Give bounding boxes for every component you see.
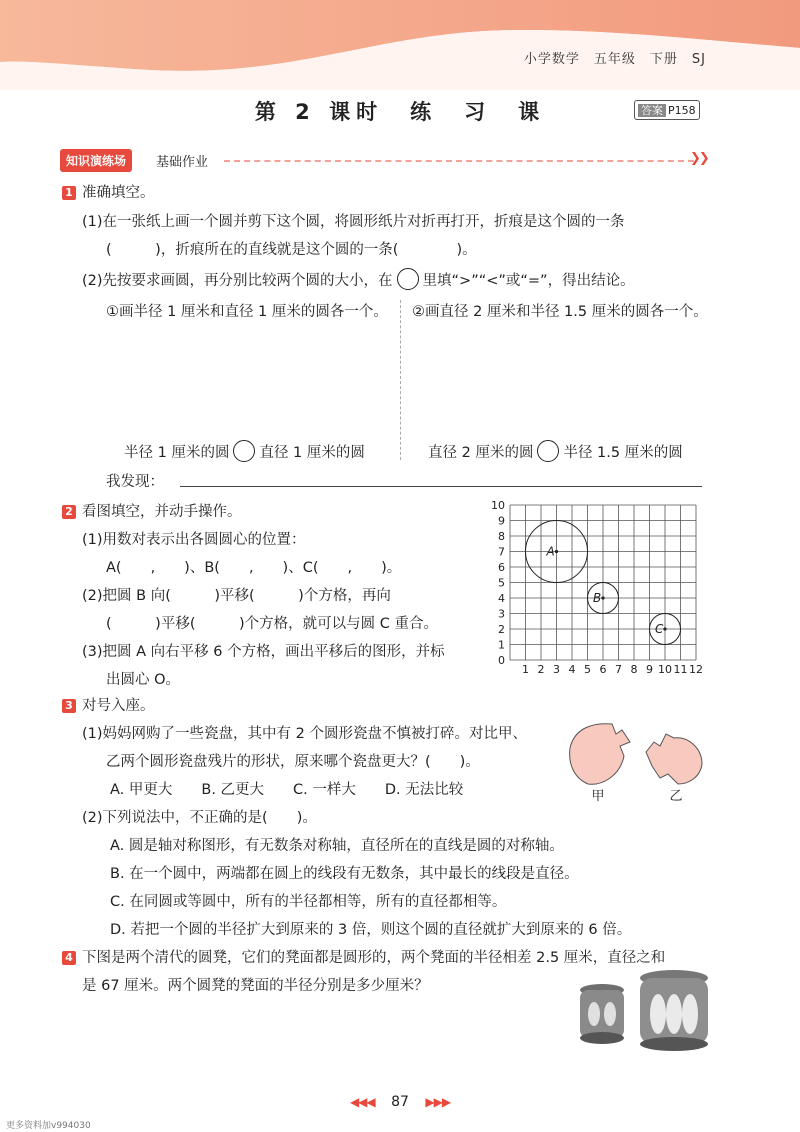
q1-left-task: ①画半径 1 厘米和直径 1 厘米的圆各一个。 <box>106 304 388 320</box>
q2-title-row <box>62 500 242 521</box>
q4-line2: 是 67 厘米。两个圆凳的凳面的半径分别是多少厘米？ <box>82 978 429 994</box>
q3-s2-d: D. 若把一个圆的半径扩大到原来的 3 倍，则这个圆的直径就扩大到原来的 6 倍。 <box>110 922 632 938</box>
x-tick-label: 3 <box>553 663 560 676</box>
q2-s3-line1: (3)把圆 A 向右平移 6 个方格，画出平移后的图形，并标 <box>82 644 445 660</box>
q1-left-compare <box>124 440 365 462</box>
answer-circle-right[interactable] <box>537 440 559 462</box>
q3-title: 对号入座。 <box>82 698 155 714</box>
center-dot-a <box>555 550 558 553</box>
x-tick-label: 2 <box>537 663 545 676</box>
q3-number: 3 <box>62 699 76 713</box>
section-dash-divider <box>224 160 694 162</box>
q1-discover-label: 我发现： <box>106 474 164 490</box>
q2-s2-line2: ( )平移( )个方格，就可以与圆 C 重合。 <box>106 616 438 632</box>
q1-vertical-divider <box>400 300 401 460</box>
shard-yi <box>646 734 702 784</box>
watermark-text: 更多资料加v994030 <box>6 1121 91 1131</box>
header-band <box>0 0 800 90</box>
x-tick-label: 12 <box>689 663 703 676</box>
q2-s1-blanks: A( , )、B( , )、C( , )。 <box>106 560 402 576</box>
q1-left-a: 半径 1 厘米的圆 <box>124 445 230 461</box>
small-stool-icon <box>580 984 624 1044</box>
answer-label: 答案 <box>638 104 666 117</box>
section-sub: 基础作业 <box>156 155 209 170</box>
q4-line1: 下图是两个清代的圆凳，它们的凳面都是圆形的，两个凳面的半径相差 2.5 厘米，直径之和 <box>82 950 666 966</box>
y-tick-label: 5 <box>498 576 505 590</box>
q1-p1-line2: ( )，折痕所在的直线就是这个圆的一条( )。 <box>106 242 477 258</box>
q3-s2-b: B. 在一个圆中，两端都在圆上的线段有无数条，其中最长的线段是直径。 <box>110 866 579 882</box>
q2-s2-line1: (2)把圆 B 向( )平移( )个方格，再向 <box>82 588 391 604</box>
q1-right-a: 直径 2 厘米的圆 <box>428 445 534 461</box>
header-wave-decoration <box>0 0 800 90</box>
circle-label-a: A <box>546 544 555 559</box>
y-tick-label: 10 <box>491 499 505 512</box>
x-tick-label: 4 <box>568 663 576 676</box>
left-arrows-icon: ◀◀◀ <box>349 1095 375 1109</box>
q2-s3-line2: 出圆心 O。 <box>106 672 181 688</box>
x-tick-label: 7 <box>615 663 622 676</box>
q1-left-b: 直径 1 厘米的圆 <box>259 445 365 461</box>
coordinate-grid[interactable] <box>488 498 706 678</box>
circle-label-b: B <box>593 591 602 605</box>
page-title: 第 2 课时 练 习 课 <box>254 100 546 124</box>
center-dot-c <box>663 627 666 630</box>
q1-right-compare <box>428 440 683 462</box>
q4-number: 4 <box>62 951 76 965</box>
x-tick-label: 10 <box>658 663 672 676</box>
plate-shards-illustration <box>560 712 710 802</box>
q1-p2 <box>82 268 635 290</box>
y-tick-label: 4 <box>498 592 505 605</box>
q3-s2-c: C. 在同圆或等圆中，所有的半径都相等，所有的直径都相等。 <box>110 894 507 910</box>
header-subtitle: 小学数学 五年级 下册 SJ <box>523 52 706 67</box>
circle-label-c: C <box>655 622 664 636</box>
x-tick-label: 11 <box>673 663 688 676</box>
x-tick-label: 1 <box>522 663 529 676</box>
large-stool-icon <box>640 970 708 1051</box>
x-tick-label: 8 <box>630 663 638 676</box>
y-tick-label: 3 <box>498 607 505 621</box>
center-dot-b <box>601 596 604 599</box>
y-tick-label: 7 <box>498 545 505 559</box>
page-number: 87 <box>391 1094 409 1110</box>
q3-s1-line1: (1)妈妈网购了一些瓷盘，其中有 2 个圆形瓷盘不慎被打碎。对比甲、 <box>82 726 527 742</box>
section-badge: 知识演练场 <box>60 149 132 172</box>
y-tick-label: 8 <box>498 530 505 543</box>
q1-p2-a: (2)先按要求画圆，再分别比较两个圆的大小，在 <box>82 273 393 289</box>
y-tick-label: 2 <box>498 623 505 636</box>
right-arrows-icon: ▶▶▶ <box>425 1095 451 1109</box>
answer-page: P158 <box>668 104 696 117</box>
q3-title-row <box>62 694 155 715</box>
y-tick-label: 1 <box>498 638 505 652</box>
q1-right-task: ②画直径 2 厘米和半径 1.5 厘米的圆各一个。 <box>412 304 708 320</box>
q2-title: 看图填空，并动手操作。 <box>82 504 242 520</box>
q1-right-b: 半径 1.5 厘米的圆 <box>563 445 683 461</box>
q1-title: 准确填空。 <box>82 185 155 201</box>
shard-label-jia: 甲 <box>591 789 605 802</box>
q1-number: 1 <box>62 186 76 200</box>
round-stools-photo <box>572 964 722 1054</box>
chevron-right-icon: ❯❯ <box>690 151 708 166</box>
q1-p2-b: 里填“>”“<”或“=”，得出结论。 <box>422 273 635 289</box>
x-tick-label: 9 <box>646 663 653 676</box>
q1-discover-underline[interactable] <box>180 486 702 487</box>
q1-title-row <box>62 181 155 202</box>
q3-s2: (2)下列说法中，不正确的是( )。 <box>82 810 317 826</box>
x-tick-label: 5 <box>584 663 591 676</box>
answer-circle-left[interactable] <box>233 440 255 462</box>
compare-circle-icon <box>397 268 419 290</box>
shard-label-yi: 乙 <box>669 789 683 802</box>
q2-number: 2 <box>62 505 76 519</box>
y-tick-label: 6 <box>498 561 505 574</box>
q3-s1-options: A. 甲更大 B. 乙更大 C. 一样大 D. 无法比较 <box>110 782 464 798</box>
q3-s1-line2: 乙两个圆形瓷盘残片的形状，原来哪个瓷盘更大？( )。 <box>106 754 480 770</box>
q3-s2-a: A. 圆是轴对称图形，有无数条对称轴，直径所在的直线是圆的对称轴。 <box>110 838 564 854</box>
x-tick-label: 6 <box>599 663 607 676</box>
shard-jia <box>570 724 630 785</box>
answer-tag <box>634 100 700 120</box>
q1-p1-line1: (1)在一张纸上画一个圆并剪下这个圆，将圆形纸片对折再打开，折痕是这个圆的一条 <box>82 214 625 230</box>
q2-s1: (1)用数对表示出各圆圆心的位置： <box>82 532 306 548</box>
y-tick-label: 9 <box>498 514 505 528</box>
page-footer <box>0 1094 800 1110</box>
y-tick-label: 0 <box>498 654 505 667</box>
